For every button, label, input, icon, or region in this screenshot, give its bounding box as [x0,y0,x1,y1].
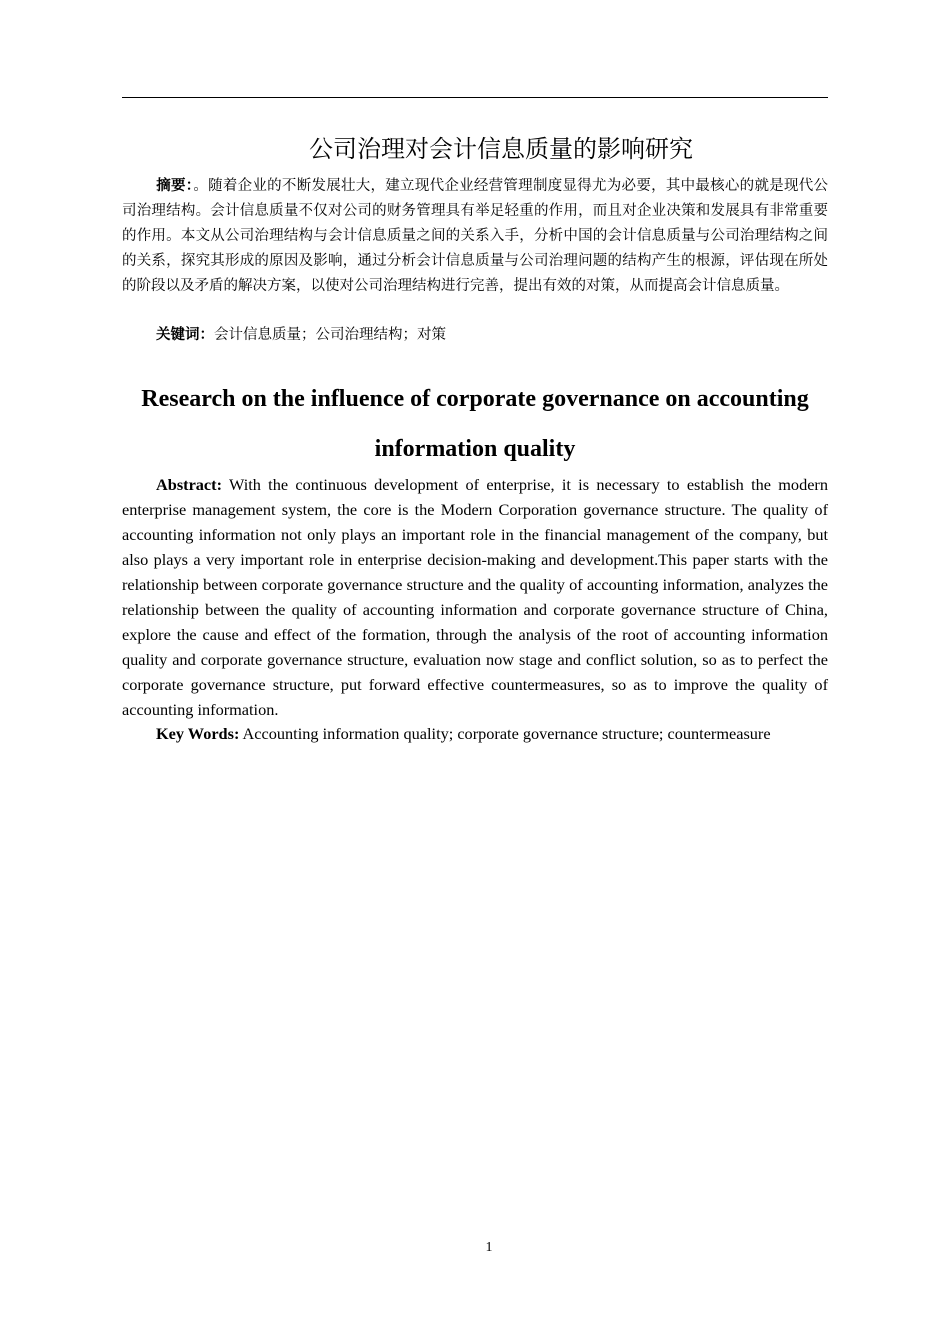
chinese-abstract-label: 摘要： [156,178,194,194]
english-title-line-2: information quality [374,436,576,462]
english-keywords-label: Key Words: [156,724,240,743]
english-abstract [122,472,828,722]
chinese-title: 公司治理对会计信息质量的影响研究 [309,135,693,163]
english-keywords [122,721,828,746]
chinese-abstract-text: 。随着企业的不断发展壮大，建立现代企业经营管理制度显得尤为必要，其中最核心的就是现代公司治理结构。会计信息质量不仅对公司的财务管理具有举足轻重的作用，而且对企业决策和发展具有非常重要的作用。本文从公司治理结构与会计信息质量之间的关系入手，分析中国的会计信息质量与公司治理结构之间的关系，探究其形成的原因及影响，通过分析会计信息质量与公司治理问题的结构产生的根源，评估现在所处的阶段以及矛盾的解决方案，以使对公司治理结构进行完善，提出有效的对策，从而提高会计信息质量。 [122,178,829,294]
page-number: 1 [485,1240,493,1255]
chinese-keywords-text: 会计信息质量；公司治理结构；对策 [214,327,446,343]
english-keywords-text: Accounting information quality; corporate governance structure; countermeasure [239,724,771,743]
english-title-line-1: Research on the influence of corporate governance on accounting [141,386,809,412]
english-abstract-label: Abstract: [156,475,223,494]
chinese-keywords-label: 关键词： [156,327,214,343]
header-rule [122,97,828,98]
english-title [122,374,828,474]
chinese-abstract [122,174,828,299]
english-abstract-text: With the continuous development of enterprise, it is necessary to establish the modern enterprise management system, the core is the Modern Corporation governance structure. The quality of accounting information not only plays an important role in the financial management of the company, but also plays a very important role in enterprise decision-making and development.This paper starts with the relationship between corporate governance structure and the quality of accounting information, analyzes the relationship between the quality of accounting information and corporate governance structure of China, explore the cause and effect of the formation, through the analysis of the root of accounting information quality and corporate governance structure, evaluation now stage and conflict solution, so as to perfect the corporate governance structure, put forward effective countermeasures, so as to improve the quality of accounting information. [122,475,828,719]
chinese-keywords [122,323,828,348]
